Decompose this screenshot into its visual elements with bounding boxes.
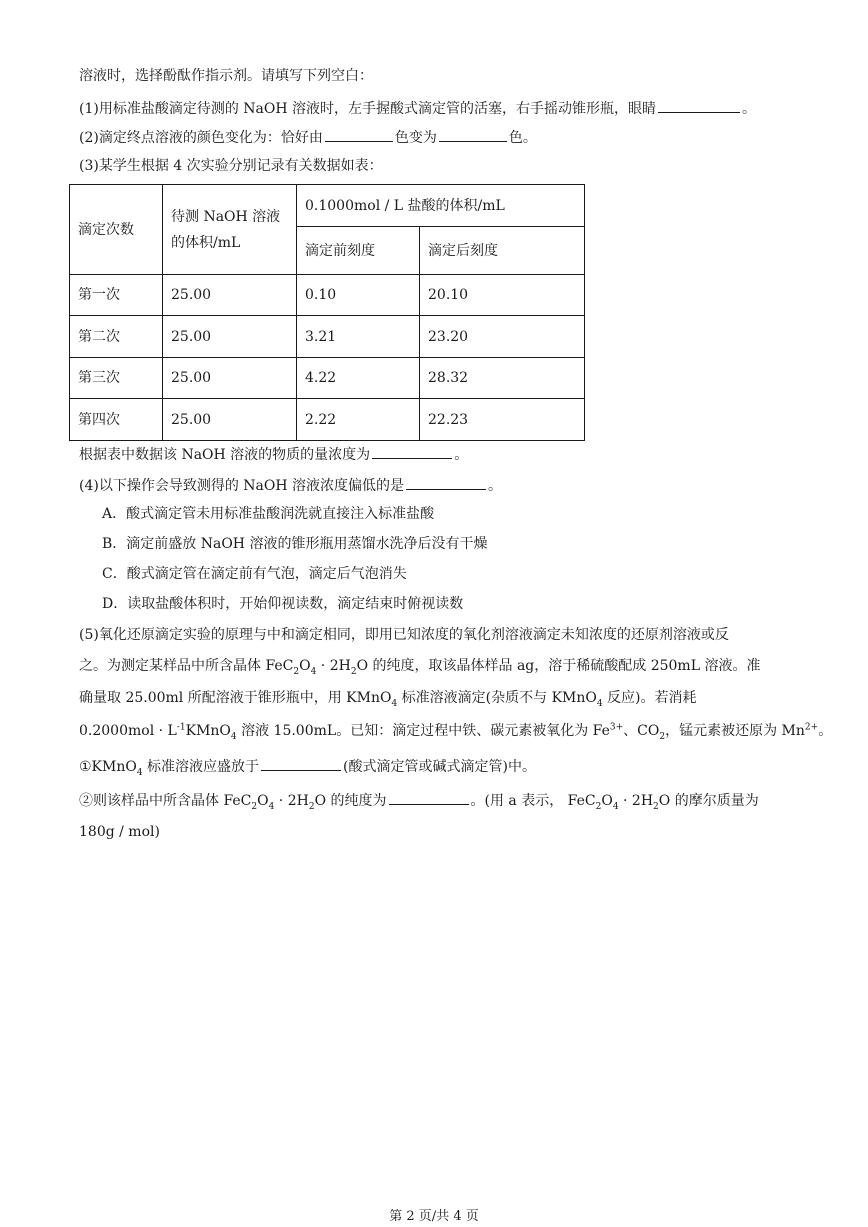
question-4: (4)以下操作会导致测得的 NaOH 溶液浓度偏低的是 。 <box>79 475 502 496</box>
option-c: C．酸式滴定管在滴定前有气泡，滴定后气泡消失 <box>102 566 407 582</box>
question-5-line-4: $0.2000mol \cdot L^{-1}KMnO_4$ 溶液 15.00mL。已知：滴定过程中铁、碳元素被氧化为 $Fe^{3+}$、$CO_2$，锰元素被还原为 $Mn^{2+}$。 <box>79 722 833 742</box>
answer-blank[interactable] <box>389 790 469 805</box>
header-hcl-volume: 0.1000mol / L 盐酸的体积/mL <box>297 185 585 227</box>
answer-blank[interactable] <box>261 756 341 771</box>
option-b: B．滴定前盛放 NaOH 溶液的锥形瓶用蒸馏水洗净后没有干燥 <box>102 536 488 552</box>
table-row: 第四次 25.00 2.22 22.23 <box>70 399 585 441</box>
question-3-result: 根据表中数据该 NaOH 溶液的物质的量浓度为 。 <box>79 444 468 465</box>
intro-line: 溶液时，选择酚酞作指示剂。请填写下列空白： <box>79 68 373 84</box>
header-before: 滴定前刻度 <box>297 227 420 275</box>
header-naoh-volume: 待测 NaOH 溶液 的体积/mL <box>163 185 297 275</box>
page-footer: 第 2 页/共 4 页 <box>389 1209 479 1224</box>
answer-blank[interactable] <box>658 98 740 113</box>
question-2: (2)滴定终点溶液的颜色变化为：恰好由 色变为 色。 <box>79 127 537 148</box>
question-5-sub-1: ①KMnO$_4$ 标准溶液应盛放于 (酸式滴定管或碱式滴定管)中。 <box>79 756 536 777</box>
option-a: A．酸式滴定管未用标准盐酸润洗就直接注入标准盐酸 <box>102 506 435 522</box>
table-row: 第一次 25.00 0.10 20.10 <box>70 275 585 316</box>
question-5-line-1: (5)氧化还原滴定实验的原理与中和滴定相同，即用已知浓度的氧化剂溶液滴定未知浓度的还原剂溶液或反 <box>79 627 729 643</box>
header-after: 滴定后刻度 <box>420 227 585 275</box>
question-5-line-3: 确量取 25.00ml 所配溶液于锥形瓶中，用 KMnO$_4$ 标准溶液滴定(杂质不与 KMnO$_4$ 反应)。若消耗 <box>79 690 697 709</box>
answer-blank[interactable] <box>439 127 507 142</box>
question-5-sub-2-cont: 180g / mol) <box>79 824 160 840</box>
titration-data-table <box>69 184 585 441</box>
question-3-intro: (3)某学生根据 4 次实验分别记录有关数据如表： <box>79 158 383 174</box>
table-row: 第二次 25.00 3.21 23.20 <box>70 316 585 358</box>
option-d: D．读取盐酸体积时，开始仰视读数，滴定结束时俯视读数 <box>102 596 464 612</box>
answer-blank[interactable] <box>406 475 486 490</box>
question-5-sub-2: ②则该样品中所含晶体 $FeC_2O_4 \cdot 2H_2O$ 的纯度为 。(用 a 表示， $FeC_2O_4 \cdot 2H_2O$ 的摩尔质量为 <box>79 790 759 811</box>
answer-blank[interactable] <box>372 444 452 459</box>
answer-blank[interactable] <box>325 127 393 142</box>
header-count: 滴定次数 <box>70 185 163 275</box>
question-1: (1)用标准盐酸滴定待测的 NaOH 溶液时，左手握酸式滴定管的活塞，右手摇动锥形瓶，眼睛 。 <box>79 98 756 119</box>
table-row: 第三次 25.00 4.22 28.32 <box>70 358 585 399</box>
question-5-line-2: 之。为测定某样品中所含晶体 $FeC_2O_4 \cdot 2H_2O$ 的纯度，取该晶体样品 ag，溶于稀硫酸配成 250mL 溶液。准 <box>79 658 761 677</box>
